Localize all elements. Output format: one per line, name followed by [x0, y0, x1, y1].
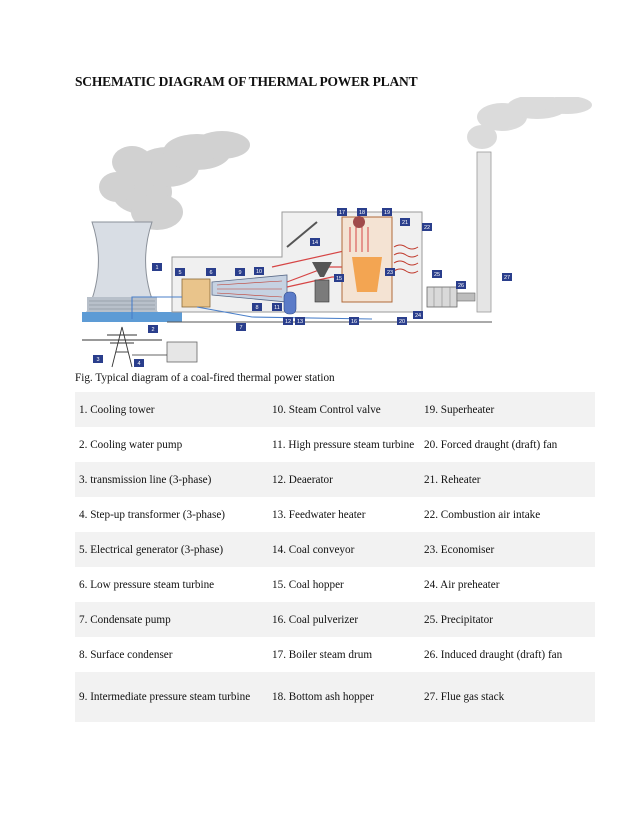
- table-cell: 21. Reheater: [420, 462, 595, 497]
- steam-plume: [99, 131, 250, 230]
- svg-text:19: 19: [383, 210, 391, 216]
- table-row: [75, 602, 595, 637]
- table-cell: 2. Cooling water pump: [75, 427, 268, 462]
- table-cell: 19. Superheater: [420, 392, 595, 427]
- svg-text:10: 10: [255, 269, 263, 275]
- legend-table: [75, 392, 595, 722]
- table-cell: 12. Deaerator: [268, 462, 420, 497]
- svg-text:24: 24: [414, 313, 422, 319]
- svg-text:21: 21: [401, 220, 409, 226]
- table-cell: 24. Air preheater: [420, 567, 595, 602]
- svg-text:23: 23: [386, 270, 394, 276]
- svg-text:15: 15: [335, 276, 343, 282]
- svg-text:14: 14: [311, 240, 319, 246]
- svg-text:27: 27: [503, 275, 511, 281]
- svg-text:2: 2: [151, 327, 155, 333]
- thermal-plant-diagram: [72, 97, 597, 370]
- svg-text:7: 7: [239, 325, 243, 331]
- table-cell: 20. Forced draught (draft) fan: [420, 427, 595, 462]
- svg-text:17: 17: [338, 210, 346, 216]
- table-row: [75, 462, 595, 497]
- table-row: [75, 637, 595, 672]
- table-cell: 9. Intermediate pressure steam turbine: [75, 672, 268, 722]
- svg-text:13: 13: [296, 319, 304, 325]
- table-cell: 26. Induced draught (draft) fan: [420, 637, 595, 672]
- table-cell: 8. Surface condenser: [75, 637, 268, 672]
- svg-text:4: 4: [137, 361, 141, 367]
- transformer: [167, 342, 197, 362]
- svg-text:1: 1: [155, 265, 159, 271]
- table-cell: 11. High pressure steam turbine: [268, 427, 420, 462]
- svg-text:18: 18: [358, 210, 366, 216]
- table-row: [75, 532, 595, 567]
- table-cell: 27. Flue gas stack: [420, 672, 595, 722]
- svg-text:20: 20: [398, 319, 406, 325]
- table-cell: 4. Step-up transformer (3-phase): [75, 497, 268, 532]
- table-cell: 10. Steam Control valve: [268, 392, 420, 427]
- table-cell: 1. Cooling tower: [75, 392, 268, 427]
- svg-text:26: 26: [457, 283, 465, 289]
- svg-text:16: 16: [350, 319, 358, 325]
- table-cell: 25. Precipitator: [420, 602, 595, 637]
- page-title: SCHEMATIC DIAGRAM OF THERMAL POWER PLANT: [75, 74, 418, 89]
- table-cell: 23. Economiser: [420, 532, 595, 567]
- table-row: [75, 567, 595, 602]
- table-cell: 13. Feedwater heater: [268, 497, 420, 532]
- svg-text:3: 3: [96, 357, 100, 363]
- table-cell: 3. transmission line (3-phase): [75, 462, 268, 497]
- svg-text:12: 12: [284, 319, 292, 325]
- table-cell: 14. Coal conveyor: [268, 532, 420, 567]
- table-cell: 7. Condensate pump: [75, 602, 268, 637]
- table-row: [75, 392, 595, 427]
- stack-smoke: [467, 97, 592, 149]
- table-cell: 17. Boiler steam drum: [268, 637, 420, 672]
- flue-gas-stack: [477, 152, 491, 312]
- table-row: [75, 672, 595, 722]
- table-cell: 5. Electrical generator (3-phase): [75, 532, 268, 567]
- table-row: [75, 427, 595, 462]
- table-row: [75, 497, 595, 532]
- figure-caption: Fig. Typical diagram of a coal-fired thermal power station: [75, 372, 335, 384]
- svg-text:25: 25: [433, 272, 441, 278]
- table-cell: 6. Low pressure steam turbine: [75, 567, 268, 602]
- svg-text:8: 8: [255, 305, 259, 311]
- table-cell: 18. Bottom ash hopper: [268, 672, 420, 722]
- svg-text:5: 5: [178, 270, 182, 276]
- table-cell: 22. Combustion air intake: [420, 497, 595, 532]
- svg-text:11: 11: [274, 305, 280, 311]
- table-cell: 16. Coal pulverizer: [268, 602, 420, 637]
- table-cell: 15. Coal hopper: [268, 567, 420, 602]
- svg-text:22: 22: [423, 225, 431, 231]
- svg-text:6: 6: [209, 270, 213, 276]
- svg-text:9: 9: [238, 270, 242, 276]
